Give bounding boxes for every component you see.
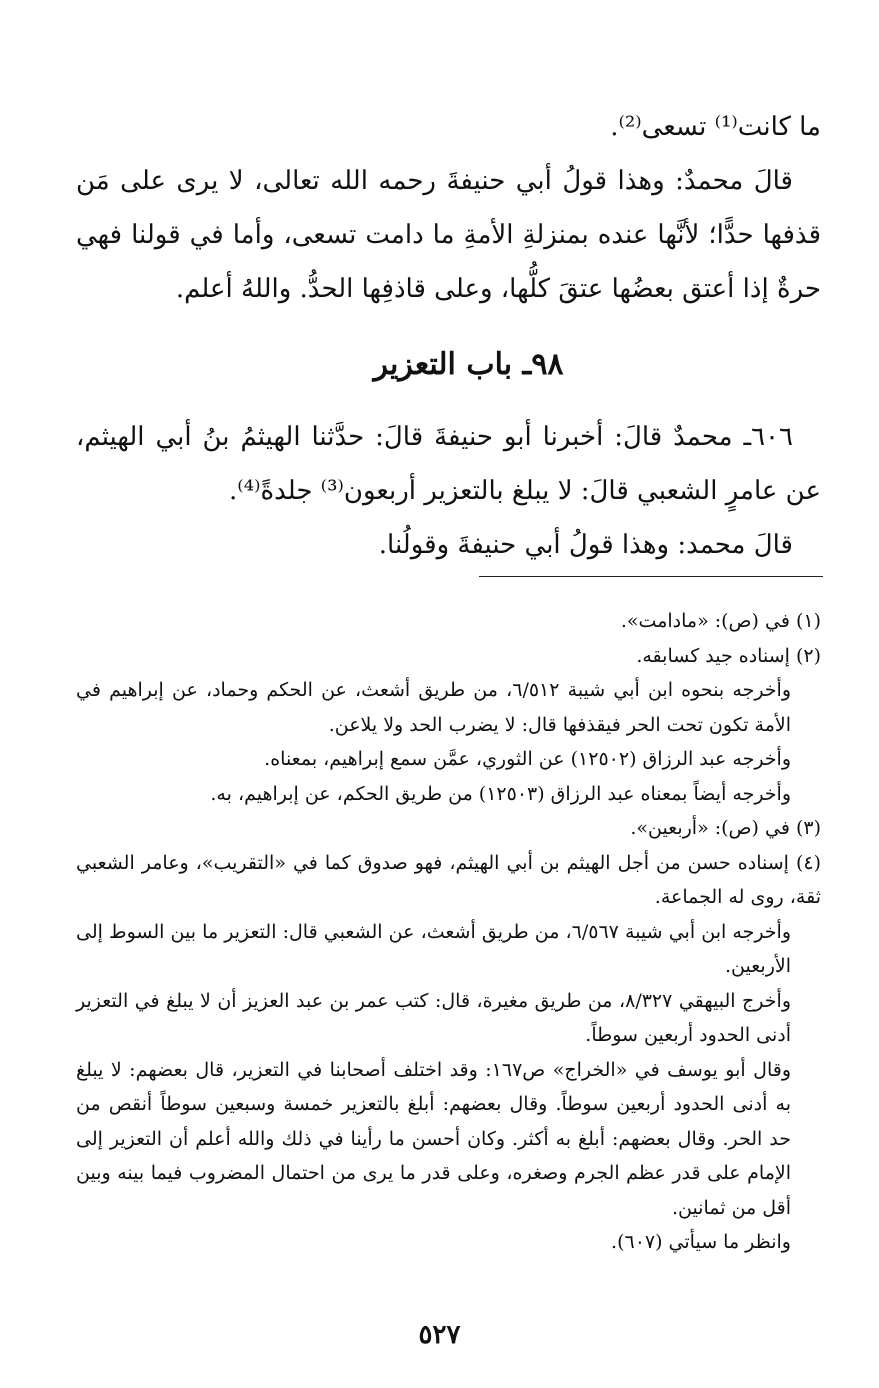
paragraph-commentary: قالَ محمدٌ: وهذا قولُ أبي حنيفةَ رحمه الله تعالى، لا يرى على مَن قذفها حدًّا؛ لأنَّها عنده بمنزلةِ الأمةِ ما دامت تسعى، وأما في قولنا فهي حرةٌ إذا أعتق بعضُها عتقَ كلُّها، وعلى قاذفِها الحدُّ. واللهُ أعلم. [76, 166, 821, 304]
footnote-line: وأخرج البيهقي ٨/٣٢٧، من طريق مغيرة، قال: كتب عمر بن عبد العزيز أن لا يبلغ في التعزير أدنى الحدود أربعين سوطاً. [76, 989, 791, 1046]
footnote-line: (١) في (ص): «مادامت». [620, 610, 821, 632]
continued-line: ما كانت⁽¹⁾ تسعى⁽²⁾. [610, 112, 821, 142]
footnote-line: (٣) في (ص): «أربعين». [630, 817, 821, 839]
footnote-line: وأخرجه ابن أبي شيبة ٦/٥٦٧، من طريق أشعث، عن الشعبي قال: التعزير ما بين السوط إلى الأربعين. [76, 920, 792, 977]
footnote-line: (٤) إسناده حسن من أجل الهيثم بن أبي الهيثم، فهو صدوق كما في «التقريب»، وعامر الشعبي ثقة، روى له الجماعة. [76, 851, 821, 908]
paragraph-hadith-606: ٦٠٦ـ محمدٌ قالَ: أخبرنا أبو حنيفةَ قالَ: حدَّثنا الهيثمُ بنُ أبي الهيثم، عن عامرٍ الشعبي قالَ: لا يبلغ بالتعزير أربعون⁽³⁾ جلدةً⁽⁴⁾. [76, 422, 821, 506]
footnote-line: وأخرجه بنحوه ابن أبي شيبة ٦/٥١٢، من طريق أشعث، عن الحكم وحماد، عن إبراهيم في الأمة تكون تحت الحر فيقذفها قال: لا يضرب الحد ولا يلاعن. [76, 679, 792, 736]
page-number: ٥٢٧ [418, 1320, 461, 1350]
footnote-line: وقال أبو يوسف في «الخراج» ص١٦٧: وقد اختلف أصحابنا في التعزير، قال بعضهم: لا يبلغ به أدنى الحدود أربعين سوطاً. وقال بعضهم: أبلغ بالتعزير خمسة وسبعين سوطاً أنقص من حد الحر. وقال بعضهم: أبلغ به أكثر. وكان أحسن ما رأينا في ذلك والله أعلم أن التعزير إلى الإمام على قدر عظم الجرم وصغره، وعلى قدر ما يرى من احتمال المضروب فيما بينه وبين أقل من ثمانين. [76, 1058, 791, 1219]
footnote-line: وأخرجه أيضاً بمعناه عبد الرزاق (١٢٥٠٣) من طريق الحكم، عن إبراهيم، به. [210, 782, 791, 805]
footnotes [76, 604, 821, 1260]
chapter-heading: ٩٨ـ باب التعزير [373, 347, 564, 382]
main-text [76, 100, 821, 572]
footnote-separator [479, 576, 823, 577]
paragraph-ruling: قالَ محمد: وهذا قولُ أبي حنيفةَ وقولُنا. [378, 530, 793, 560]
footnote-line: (٢) إسناده جيد كسابقه. [636, 644, 821, 667]
footnote-line: وأخرجه عبد الرزاق (١٢٥٠٢) عن الثوري، عمَّن سمع إبراهيم، بمعناه. [264, 748, 791, 770]
footnote-line: وانظر ما سيأتي (٦٠٧). [611, 1231, 791, 1253]
